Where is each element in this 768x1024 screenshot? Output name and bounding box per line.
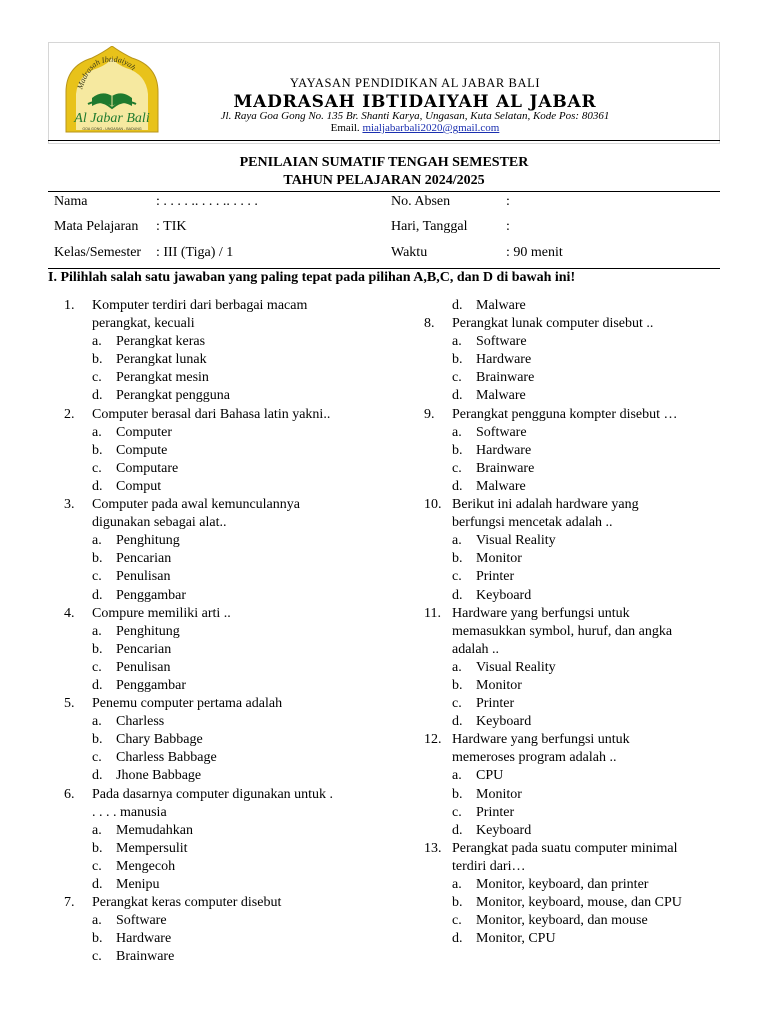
question-number: 10. <box>424 497 442 513</box>
answer-option[interactable] <box>64 587 364 605</box>
answer-option[interactable] <box>424 695 724 713</box>
option-letter: c. <box>452 460 462 476</box>
option-text: Hardware <box>116 931 172 947</box>
nama-label: Nama <box>54 194 88 209</box>
option-text: Monitor, keyboard, dan printer <box>476 877 649 892</box>
option-letter: a. <box>92 714 102 730</box>
answer-option[interactable] <box>424 659 724 677</box>
option-letter: d. <box>452 714 463 730</box>
questions-left-column <box>64 297 364 966</box>
section-instruction: I. Pilihlah salah satu jawaban yang paling tepat pada pilihan A,B,C, dan D di bawah ini! <box>48 270 576 285</box>
option-letter: d. <box>452 822 463 838</box>
answer-option[interactable] <box>64 840 364 858</box>
answer-option[interactable] <box>64 333 364 351</box>
nama-value: : . . . . .. . . . .. . . . . <box>156 194 258 209</box>
option-text: Penulisan <box>116 569 171 585</box>
answer-option[interactable] <box>64 731 364 749</box>
question-item <box>64 297 364 406</box>
option-letter: d. <box>92 768 103 784</box>
question-text: Perangkat lunak computer disebut .. <box>452 316 654 332</box>
answer-option[interactable] <box>64 749 364 767</box>
option-text: Monitor, CPU <box>476 931 556 947</box>
question-text-continuation: memasukkan symbol, huruf, dan angka <box>452 623 673 639</box>
answer-option[interactable] <box>64 478 364 496</box>
option-letter: b. <box>92 641 103 657</box>
answer-option[interactable] <box>424 804 724 822</box>
option-text: Monitor <box>476 677 522 693</box>
option-letter: d. <box>452 298 463 313</box>
question-item <box>64 496 364 605</box>
absen-label: No. Absen <box>391 194 451 209</box>
answer-option[interactable] <box>64 930 364 948</box>
mapel-value: : TIK <box>156 219 187 234</box>
option-text: Penggambar <box>116 587 186 603</box>
option-letter: b. <box>92 931 103 947</box>
option-text: Chary Babbage <box>116 732 203 748</box>
identity-bottom-divider <box>48 268 720 269</box>
option-letter: a. <box>452 877 462 892</box>
option-text: Pencarian <box>116 551 172 567</box>
answer-option[interactable] <box>64 351 364 369</box>
question-text-continuation: terdiri dari… <box>452 858 526 874</box>
answer-option[interactable] <box>424 460 724 478</box>
answer-option[interactable] <box>64 876 364 894</box>
option-text: Charless <box>116 714 165 730</box>
kelas-label: Kelas/Semester <box>54 245 142 260</box>
question-number: 12. <box>424 732 442 748</box>
option-letter: c. <box>92 370 102 386</box>
option-letter: a. <box>452 768 462 784</box>
question-text-continuation: . . . . manusia <box>92 804 167 820</box>
logo-name-text: Al Jabar Bali <box>74 111 150 126</box>
option-text: Penggambar <box>116 677 186 693</box>
option-letter: c. <box>92 858 102 874</box>
question-item <box>64 605 364 695</box>
answer-option[interactable] <box>64 442 364 460</box>
option-text: Keyboard <box>476 587 532 603</box>
questions-right-column <box>424 297 724 948</box>
question-number: 3. <box>64 497 75 513</box>
email-label: Email. <box>330 122 363 134</box>
question-stem-line <box>64 695 364 713</box>
question-number: 5. <box>64 696 75 712</box>
option-letter: d. <box>92 877 103 892</box>
answer-option[interactable] <box>64 677 364 695</box>
option-text: Comput <box>116 478 162 494</box>
question-stem-line <box>424 731 724 749</box>
question-stem-line <box>64 406 364 424</box>
question-stem-line <box>64 297 364 315</box>
option-text: Monitor <box>476 551 522 567</box>
option-text: Printer <box>476 804 515 820</box>
option-letter: c. <box>452 804 462 820</box>
option-letter: b. <box>452 352 463 368</box>
answer-option[interactable] <box>424 369 724 387</box>
question-number: 9. <box>424 406 435 422</box>
answer-option[interactable] <box>424 297 724 315</box>
question-text: Hardware yang berfungsi untuk <box>452 732 630 748</box>
answer-option[interactable] <box>424 767 724 785</box>
option-letter: a. <box>92 623 102 639</box>
option-text: Brainware <box>116 949 175 965</box>
option-letter: b. <box>92 442 103 458</box>
answer-option[interactable] <box>64 387 364 405</box>
absen-value: : <box>506 194 510 209</box>
option-letter: d. <box>452 388 463 404</box>
academic-year-title: TAHUN PELAJARAN 2024/2025 <box>283 173 485 188</box>
answer-option[interactable] <box>64 460 364 478</box>
answer-option[interactable] <box>64 822 364 840</box>
mapel-label: Mata Pelajaran <box>54 219 139 234</box>
question-text: Pada dasarnya computer digunakan untuk . <box>92 786 334 802</box>
question-stem-line <box>424 315 724 333</box>
option-letter: c. <box>92 569 102 585</box>
answer-option[interactable] <box>64 568 364 586</box>
school-email-line <box>165 122 665 134</box>
option-text: Pencarian <box>116 641 172 657</box>
answer-option[interactable] <box>424 550 724 568</box>
option-text: Malware <box>476 298 526 313</box>
question-stem-line <box>424 406 724 424</box>
option-text: Perangkat lunak <box>116 352 207 368</box>
option-text: Hardware <box>476 352 532 368</box>
answer-option[interactable] <box>424 713 724 731</box>
question-text-continuation: berfungsi mencetak adalah .. <box>452 515 613 531</box>
school-name: MADRASAH IBTIDAIYAH AL JABAR <box>233 92 597 112</box>
option-text: Memudahkan <box>116 822 193 838</box>
question-text-continuation: perangkat, kecuali <box>92 316 195 332</box>
answer-option[interactable] <box>64 948 364 966</box>
option-letter: d. <box>92 587 103 603</box>
question-item <box>424 840 724 949</box>
option-text: Brainware <box>476 370 535 386</box>
option-letter: b. <box>452 786 463 802</box>
question-item <box>424 406 724 496</box>
logo-sub-text: GOA GONG - UNGASAN - BADUNG <box>82 127 142 131</box>
question-item <box>64 786 364 895</box>
question-item <box>64 695 364 785</box>
option-letter: a. <box>452 424 462 440</box>
question-text: Hardware yang berfungsi untuk <box>452 605 630 621</box>
option-text: Malware <box>476 478 526 494</box>
option-text: Printer <box>476 696 515 712</box>
answer-option[interactable] <box>424 786 724 804</box>
answer-option[interactable] <box>424 442 724 460</box>
question-item <box>424 496 724 605</box>
question-stem-line <box>64 786 364 804</box>
answer-option[interactable] <box>424 822 724 840</box>
answer-option[interactable] <box>64 767 364 785</box>
question-item <box>424 297 724 315</box>
option-text: Compute <box>116 442 168 458</box>
option-text: Computare <box>116 460 179 476</box>
option-letter: b. <box>452 442 463 458</box>
question-text-continuation: digunakan sebagai alat.. <box>92 515 227 531</box>
option-letter: d. <box>452 478 463 494</box>
answer-option[interactable] <box>64 532 364 550</box>
question-text: Computer berasal dari Bahasa latin yakni.. <box>92 406 331 422</box>
question-item <box>64 406 364 496</box>
question-number: 13. <box>424 840 442 856</box>
question-number: 11. <box>424 605 441 621</box>
question-number: 7. <box>64 895 75 911</box>
question-text: Computer pada awal kemunculannya <box>92 497 300 513</box>
option-text: Jhone Babbage <box>116 768 202 784</box>
question-number: 4. <box>64 605 75 621</box>
question-stem-line <box>64 894 364 912</box>
school-logo <box>58 46 166 136</box>
school-address: Jl. Raya Goa Gong No. 135 Br. Shanti Karya, Ungasan, Kuta Selatan, Kode Pos: 80361 <box>220 110 610 122</box>
option-text: Keyboard <box>476 714 532 730</box>
answer-option[interactable] <box>64 912 364 930</box>
option-text: Monitor <box>476 786 522 802</box>
option-text: Perangkat pengguna <box>116 388 230 404</box>
question-stem-line <box>64 496 364 514</box>
question-text: Perangkat pada suatu computer minimal <box>452 840 678 856</box>
option-letter: d. <box>92 388 103 404</box>
waktu-value: : 90 menit <box>506 245 563 260</box>
option-text: Hardware <box>476 442 532 458</box>
option-letter: a. <box>92 822 102 838</box>
answer-option[interactable] <box>424 478 724 496</box>
option-text: Software <box>476 424 527 440</box>
answer-option[interactable] <box>424 587 724 605</box>
option-letter: b. <box>92 352 103 368</box>
answer-option[interactable] <box>64 641 364 659</box>
letterhead-divider <box>48 140 720 141</box>
option-text: Software <box>116 913 167 929</box>
option-letter: d. <box>92 677 103 693</box>
answer-option[interactable] <box>64 550 364 568</box>
option-letter: a. <box>452 334 462 350</box>
question-stem-line <box>424 605 724 623</box>
question-text: Komputer terdiri dari berbagai macam <box>92 298 308 313</box>
option-letter: b. <box>92 840 103 856</box>
answer-option[interactable] <box>424 568 724 586</box>
option-text: Menipu <box>116 877 160 892</box>
answer-option[interactable] <box>64 623 364 641</box>
option-letter: c. <box>92 460 102 476</box>
option-text: Computer <box>116 424 172 440</box>
question-number: 8. <box>424 316 435 332</box>
option-text: Software <box>476 334 527 350</box>
option-letter: c. <box>92 949 102 965</box>
logo-arc-text: Madrasah Ibtidaiyah <box>75 54 138 91</box>
option-text: CPU <box>476 768 504 784</box>
question-text-continuation: adalah .. <box>452 641 500 657</box>
question-number: 6. <box>64 786 75 802</box>
option-text: Printer <box>476 569 515 585</box>
option-text: Penghitung <box>116 623 180 639</box>
option-letter: c. <box>452 569 462 585</box>
option-letter: c. <box>92 750 102 766</box>
option-text: Visual Reality <box>476 533 556 549</box>
question-text: Perangkat keras computer disebut <box>92 895 282 911</box>
option-letter: a. <box>92 334 102 350</box>
question-text: Penemu computer pertama adalah <box>92 696 283 712</box>
answer-option[interactable] <box>64 858 364 876</box>
option-letter: d. <box>452 931 463 947</box>
option-text: Mengecoh <box>116 858 176 874</box>
option-letter: c. <box>92 659 102 675</box>
question-item <box>424 315 724 405</box>
option-letter: b. <box>452 895 463 911</box>
question-text: Berikut ini adalah hardware yang <box>452 497 639 513</box>
answer-option[interactable] <box>424 677 724 695</box>
answer-option[interactable] <box>424 424 724 442</box>
option-letter: a. <box>452 533 462 549</box>
question-item <box>424 731 724 840</box>
foundation-name: YAYASAN PENDIDIKAN AL JABAR BALI <box>289 76 541 90</box>
option-letter: d. <box>452 587 463 603</box>
option-letter: b. <box>452 551 463 567</box>
question-text: Perangkat pengguna kompter disebut … <box>452 406 678 422</box>
option-text: Monitor, keyboard, mouse, dan CPU <box>476 895 682 911</box>
option-letter: a. <box>92 533 102 549</box>
answer-option[interactable] <box>64 369 364 387</box>
option-text: Keyboard <box>476 822 532 838</box>
option-text: Mempersulit <box>116 840 188 856</box>
question-item <box>424 605 724 732</box>
answer-option[interactable] <box>424 930 724 948</box>
answer-option[interactable] <box>424 387 724 405</box>
answer-option[interactable] <box>64 713 364 731</box>
option-letter: b. <box>92 732 103 748</box>
option-text: Penghitung <box>116 533 180 549</box>
answer-option[interactable] <box>64 659 364 677</box>
kelas-value: : III (Tiga) / 1 <box>156 245 234 260</box>
answer-option[interactable] <box>424 333 724 351</box>
question-stem-line <box>424 840 724 858</box>
option-text: Perangkat keras <box>116 334 206 350</box>
answer-option[interactable] <box>424 894 724 912</box>
email-link[interactable]: mialjabarbali2020@gmail.com <box>362 122 500 134</box>
hari-label: Hari, Tanggal <box>391 219 468 234</box>
waktu-label: Waktu <box>391 245 428 260</box>
question-number: 2. <box>64 406 75 422</box>
question-item <box>64 894 364 966</box>
question-stem-line <box>424 496 724 514</box>
option-text: Monitor, keyboard, dan mouse <box>476 913 648 929</box>
option-letter: b. <box>452 677 463 693</box>
question-text: Compure memiliki arti .. <box>92 605 231 621</box>
hari-value: : <box>506 219 510 234</box>
question-number: 1. <box>64 298 75 313</box>
option-letter: a. <box>452 659 462 675</box>
option-letter: c. <box>452 370 462 386</box>
question-stem-line <box>64 605 364 623</box>
option-letter: b. <box>92 551 103 567</box>
answer-option[interactable] <box>424 532 724 550</box>
option-text: Penulisan <box>116 659 171 675</box>
option-text: Visual Reality <box>476 659 556 675</box>
identity-top-divider <box>48 191 720 192</box>
answer-option[interactable] <box>424 876 724 894</box>
option-letter: a. <box>92 424 102 440</box>
option-letter: d. <box>92 478 103 494</box>
question-text-continuation: memeroses program adalah .. <box>452 750 617 766</box>
option-text: Charless Babbage <box>116 750 217 766</box>
exam-title: PENILAIAN SUMATIF TENGAH SEMESTER <box>239 155 529 170</box>
option-text: Brainware <box>476 460 535 476</box>
answer-option[interactable] <box>424 912 724 930</box>
option-letter: a. <box>92 913 102 929</box>
option-letter: c. <box>452 913 462 929</box>
option-text: Malware <box>476 388 526 404</box>
answer-option[interactable] <box>64 424 364 442</box>
option-letter: c. <box>452 696 462 712</box>
option-text: Perangkat mesin <box>116 370 209 386</box>
answer-option[interactable] <box>424 351 724 369</box>
